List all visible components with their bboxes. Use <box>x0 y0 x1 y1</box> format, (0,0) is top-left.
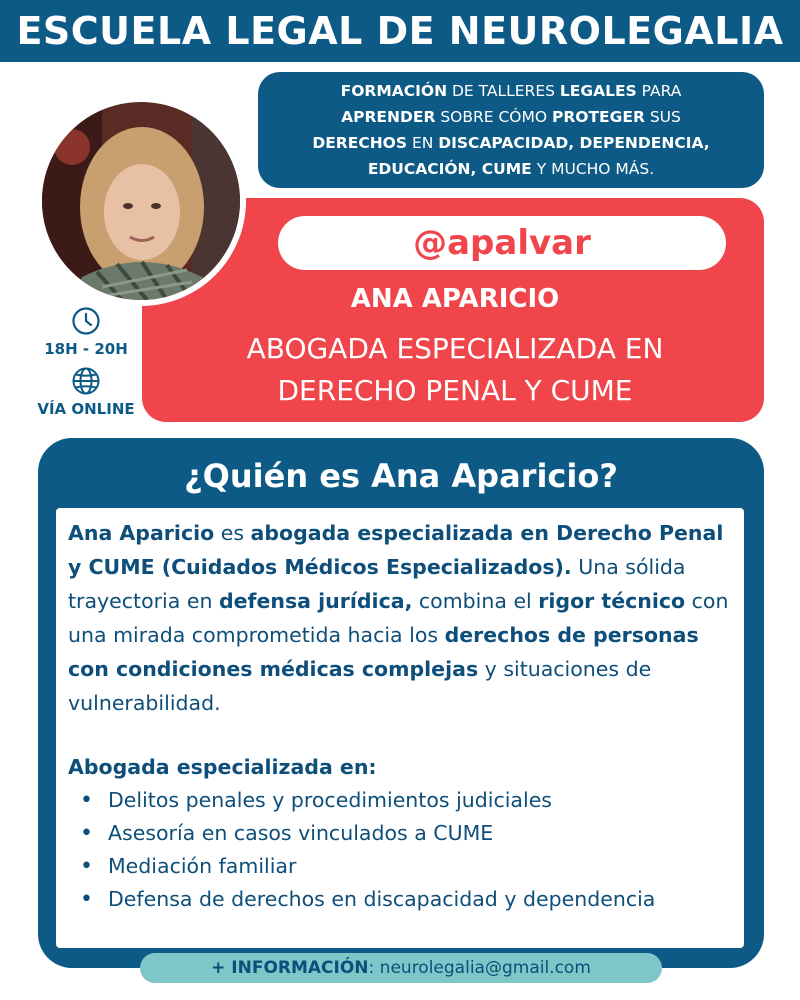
training-line-1 <box>258 78 764 104</box>
mode-block <box>30 366 142 418</box>
speaker-role-line-1: ABOGADA ESPECIALIZADA EN <box>246 332 664 365</box>
body-text: EN <box>407 134 439 152</box>
emphasis-text: rigor técnico <box>538 589 686 613</box>
info-label: + INFORMACIÓN <box>211 958 369 978</box>
mode-label: VÍA ONLINE <box>37 400 135 418</box>
body-text: y situaciones de vulnerabilidad. <box>68 657 652 715</box>
emphasis-text: abogada especializada en Derecho Penal y CUME (Cuidados Médicos Especializados). <box>68 521 724 579</box>
emphasis-text: PROTEGER <box>552 108 645 126</box>
bio-paragraph <box>68 516 730 720</box>
speaker-handle-text: @apalvar <box>413 223 591 263</box>
body-text: SOBRE CÓMO <box>435 108 553 126</box>
speaker-handle <box>278 216 726 270</box>
body-text: es <box>214 521 251 545</box>
schedule-block <box>30 306 142 358</box>
specialties-list <box>68 784 730 916</box>
schedule-time: 18H - 20H <box>44 340 128 358</box>
info-pill <box>140 953 662 983</box>
page-title: ESCUELA LEGAL DE NEUROLEGALIA <box>16 9 784 53</box>
specialty-item: • Delitos penales y procedimientos judiciales <box>68 784 730 817</box>
body-text: Una sólida trayectoria en <box>68 555 686 613</box>
speaker-role-line-2: DERECHO PENAL Y CUME <box>277 374 633 407</box>
emphasis-text: DISCAPACIDAD, DEPENDENCIA, <box>438 134 710 152</box>
emphasis-text: FORMACIÓN <box>340 82 448 100</box>
body-text: Y MUCHO MÁS. <box>531 160 655 178</box>
specialty-item: • Asesoría en casos vinculados a CUME <box>68 817 730 850</box>
bio-content <box>56 508 744 948</box>
emphasis-text: Ana Aparicio <box>68 521 215 545</box>
body-text: con una mirada comprometida hacia los <box>68 589 729 647</box>
training-line-4 <box>258 156 764 182</box>
specialty-item: • Defensa de derechos en discapacidad y dependencia <box>68 883 730 916</box>
bio-title: ¿Quién es Ana Aparicio? <box>184 457 618 495</box>
training-line-2 <box>258 104 764 130</box>
emphasis-text: EDUCACIÓN, CUME <box>367 160 532 178</box>
speaker-role <box>200 328 710 412</box>
emphasis-text: derechos de personas con condiciones médicas complejas <box>68 623 699 681</box>
training-line-3 <box>258 130 764 156</box>
body-text: PARA <box>636 82 682 100</box>
globe-icon <box>71 366 101 396</box>
body-text: combina el <box>412 589 539 613</box>
emphasis-text: defensa jurídica, <box>218 589 413 613</box>
emphasis-text: LEGALES <box>559 82 637 100</box>
page-header <box>0 0 800 62</box>
body-text: SUS <box>644 108 681 126</box>
emphasis-text: DERECHOS <box>312 134 408 152</box>
training-banner <box>258 72 764 188</box>
info-email-link[interactable]: neurolegalia@gmail.com <box>374 958 591 978</box>
info-separator: : <box>368 958 375 978</box>
clock-icon <box>71 306 101 336</box>
body-text: DE TALLERES <box>447 82 560 100</box>
speaker-portrait-image <box>42 102 240 300</box>
speaker-name: ANA APARICIO <box>350 284 560 314</box>
bio-card <box>38 438 764 968</box>
speaker-photo <box>36 96 246 306</box>
specialties-title: Abogada especializada en: <box>68 755 377 779</box>
emphasis-text: APRENDER <box>341 108 436 126</box>
specialty-item: • Mediación familiar <box>68 850 730 883</box>
